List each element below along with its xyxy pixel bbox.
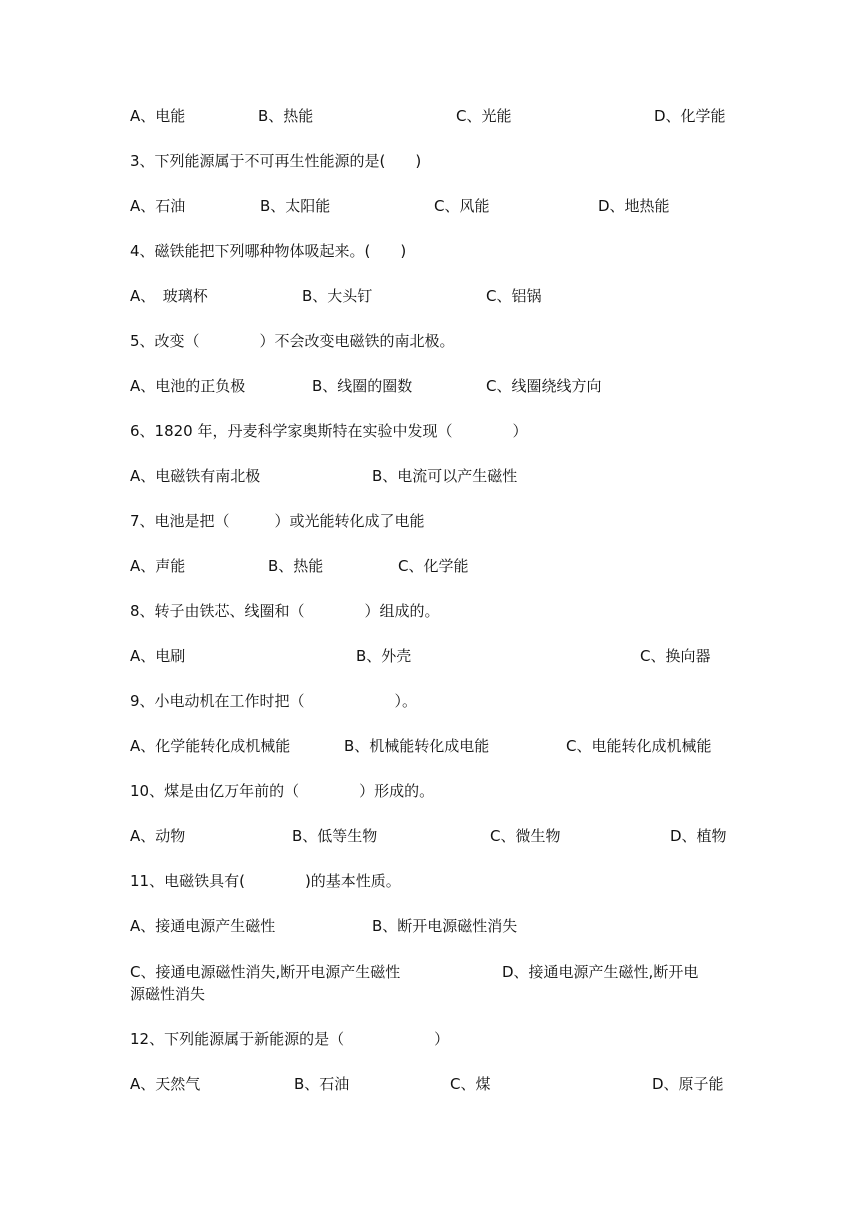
q4-option-b: B、大头钉	[302, 287, 373, 305]
q12-question	[0, 1027, 860, 1051]
q10-question-text: 10、煤是由亿万年前的（ ）形成的。	[130, 782, 435, 800]
q5-option-c: C、线圈绕线方向	[486, 377, 602, 395]
q11-question-text: 11、电磁铁具有( )的基本性质。	[130, 872, 401, 890]
q6-question-text: 6、1820 年，丹麦科学家奥斯特在实验中发现（ ）	[130, 422, 528, 440]
q12-option-c: C、煤	[450, 1075, 491, 1093]
q9-option-b: B、机械能转化成电能	[344, 737, 490, 755]
q6-options	[0, 464, 860, 488]
q10-option-b: B、低等生物	[292, 827, 378, 845]
q10-option-d: D、植物	[670, 827, 727, 845]
q2-option-d: D、化学能	[654, 107, 726, 125]
q12-option-a: A、天然气	[130, 1075, 201, 1093]
q11-options-ab	[0, 914, 860, 938]
q2-option-c: C、光能	[456, 107, 512, 125]
q3-option-b: B、太阳能	[260, 197, 331, 215]
q7-options	[0, 554, 860, 578]
q7-question-text: 7、电池是把（ ）或光能转化成了电能	[130, 512, 425, 530]
q8-option-a: A、电刷	[130, 647, 186, 665]
q9-options	[0, 734, 860, 758]
q9-question	[0, 689, 860, 713]
q5-question-text: 5、改变（ ）不会改变电磁铁的南北极。	[130, 332, 455, 350]
q4-option-c: C、铝锅	[486, 287, 542, 305]
q11-option-d-continued: 源磁性消失	[130, 985, 206, 1003]
q7-option-c: C、化学能	[398, 557, 469, 575]
q9-question-text: 9、小电动机在工作时把（ ）。	[130, 692, 418, 710]
q4-question-text: 4、磁铁能把下列哪种物体吸起来。( )	[130, 242, 407, 260]
q5-option-b: B、线圈的圈数	[312, 377, 413, 395]
q7-question	[0, 509, 860, 533]
q12-options	[0, 1072, 860, 1096]
q9-option-a: A、化学能转化成机械能	[130, 737, 291, 755]
q10-question	[0, 779, 860, 803]
q8-option-b: B、外壳	[356, 647, 412, 665]
q3-question	[0, 149, 860, 173]
q11-question	[0, 869, 860, 893]
q5-option-a: A、电池的正负极	[130, 377, 246, 395]
q2-option-b: B、热能	[258, 107, 314, 125]
q12-question-text: 12、下列能源属于新能源的是（ ）	[130, 1030, 450, 1048]
q9-option-c: C、电能转化成机械能	[566, 737, 712, 755]
q11-option-b: B、断开电源磁性消失	[372, 917, 518, 935]
q8-option-c: C、换向器	[640, 647, 711, 665]
q4-question	[0, 239, 860, 263]
q3-option-c: C、风能	[434, 197, 490, 215]
q8-question-text: 8、转子由铁芯、线圈和（ ）组成的。	[130, 602, 440, 620]
q7-option-b: B、热能	[268, 557, 324, 575]
q11-options-cd	[130, 961, 730, 1005]
q6-option-a: A、电磁铁有南北极	[130, 467, 261, 485]
q8-options	[0, 644, 860, 668]
q3-options	[0, 194, 860, 218]
q3-option-d: D、地热能	[598, 197, 670, 215]
q7-option-a: A、声能	[130, 557, 186, 575]
q6-question	[0, 419, 860, 443]
q11-option-a: A、接通电源产生磁性	[130, 917, 276, 935]
q8-question	[0, 599, 860, 623]
q10-option-a: A、动物	[130, 827, 186, 845]
q10-option-c: C、微生物	[490, 827, 561, 845]
q10-options	[0, 824, 860, 848]
q3-option-a: A、石油	[130, 197, 186, 215]
q12-option-d: D、原子能	[652, 1075, 724, 1093]
q6-option-b: B、电流可以产生磁性	[372, 467, 518, 485]
q2-option-a: A、电能	[130, 107, 186, 125]
q2-options	[0, 104, 860, 128]
q4-options	[0, 284, 860, 308]
q5-question	[0, 329, 860, 353]
q3-question-text: 3、下列能源属于不可再生性能源的是( )	[130, 152, 422, 170]
q12-option-b: B、石油	[294, 1075, 350, 1093]
q4-option-a: A、 玻璃杯	[130, 287, 208, 305]
q11-option-c: C、接通电源磁性消失,断开电源产生磁性	[130, 963, 401, 981]
q11-option-d: D、接通电源产生磁性,断开电	[502, 963, 699, 981]
q5-options	[0, 374, 860, 398]
